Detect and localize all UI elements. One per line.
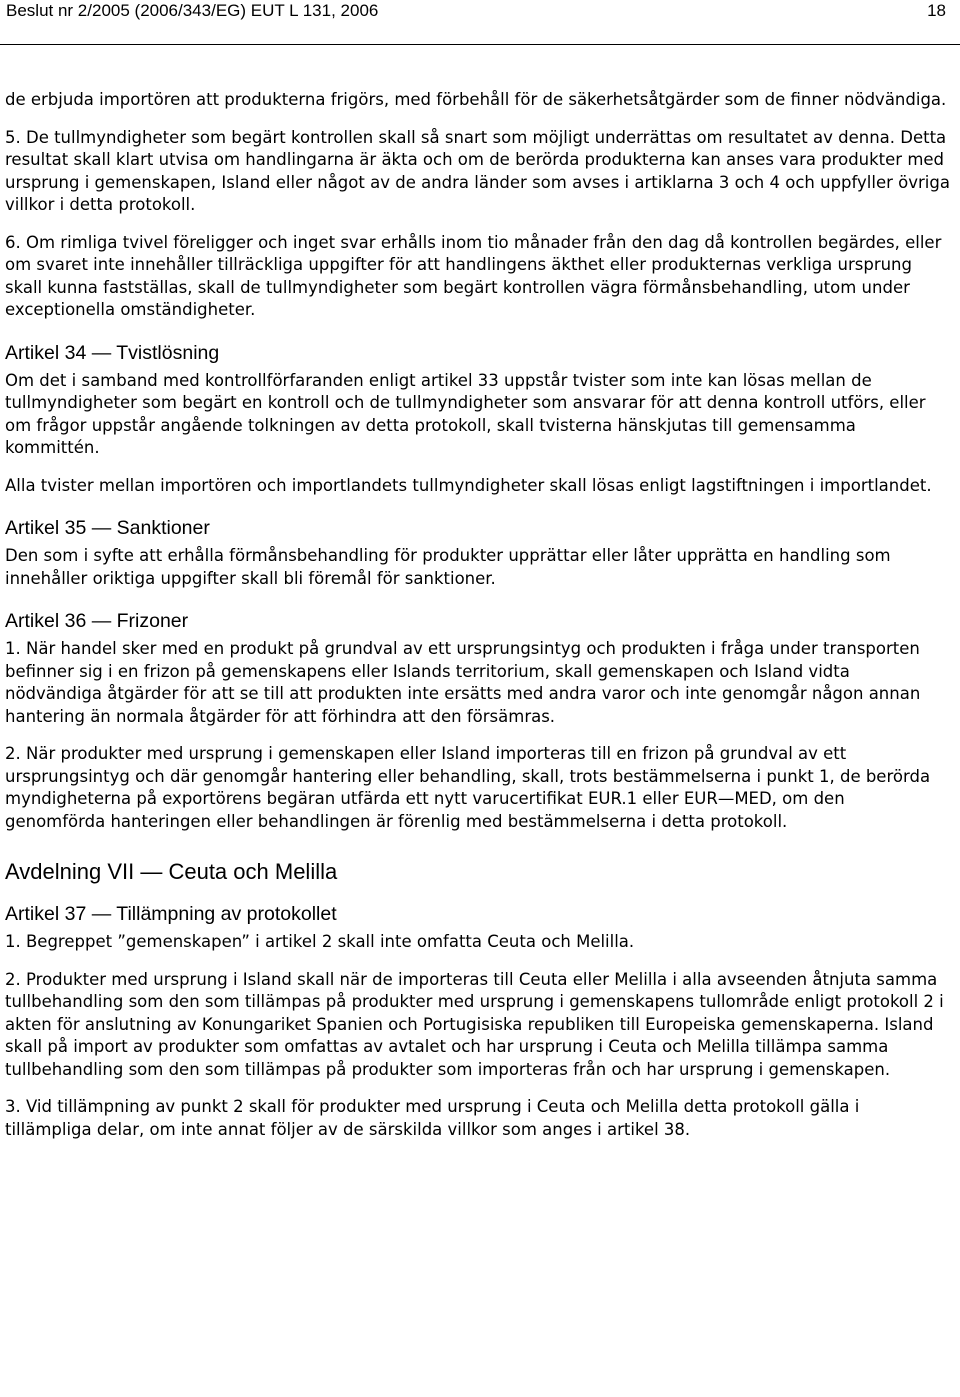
page-header	[6, 0, 954, 30]
paragraph-point-6: 6. Om rimliga tvivel föreligger och inget svar erhålls inom tio månader från den dag då kontrollen begärdes, eller om svaret inte innehåller tillräckliga uppgifter för att handlingens äkthet eller produkternas verkliga ursprung skall kunna fastställas, skall de tullmyndigheter som begärt kontrollen vägra förmånsbehandling, utom under exceptionella omständigheter.	[5, 232, 942, 319]
paragraph-art34-1: Om det i samband med kontrollförfaranden enligt artikel 33 uppstår tvister som inte kan lösas mellan de tullmyndigheter som begärt en kontroll och de tullmyndigheter som ansvarar för att denna kontroll utförs, eller om frågor uppstår angående tolkningen av detta protokoll, skall tvisterna hänskjutas till gemensamma kommittén.	[5, 370, 926, 457]
heading-division-7: Avdelning VII — Ceuta och Melilla	[5, 859, 338, 884]
document-body	[5, 89, 950, 1141]
paragraph-art37-2: 2. Produkter med ursprung i Island skall när de importeras till Ceuta eller Melilla i alla avseenden åtnjuta samma tullbehandling som den som tillämpas på produkter med ursprung i gemenskapens tullområde enligt protokoll 2 i akten för anslutning av Konungariket Spanien och Portugisiska republiken till Europeiska gemenskaperna. Island skall på import av produkter som omfattas av avtalet och har ursprung i Ceuta och Melilla tillämpa samma tullbehandling som den som tillämpas på produkter som importeras från och har ursprung i gemenskapen.	[5, 969, 944, 1079]
paragraph-art37-1: 1. Begreppet ”gemenskapen” i artikel 2 skall inte omfatta Ceuta och Melilla.	[5, 932, 635, 951]
paragraph-art36-1: 1. När handel sker med en produkt på grundval av ett ursprungsintyg och produkten i fråga under transporten befinner sig i en frizon på gemenskapens eller Islands territorium, skall gemenskapen och Island vidta nödvändiga åtgärder för att se till att produkten inte ersätts med andra varor och inte genomgår någon annan hantering än normala åtgärder för att förhindra att den försämras.	[5, 639, 921, 726]
heading-article-36: Artikel 36 — Frizoner	[5, 610, 189, 632]
page-number: 18	[927, 1, 946, 20]
heading-article-34: Artikel 34 — Tvistlösning	[5, 341, 220, 364]
paragraph-continuation: de erbjuda importören att produkterna frigörs, med förbehåll för de säkerhetsåtgärder som de finner nödvändiga.	[5, 90, 947, 109]
heading-article-35: Artikel 35 — Sanktioner	[5, 517, 210, 539]
paragraph-point-5: 5. De tullmyndigheter som begärt kontrollen skall så snart som möjligt underrättas om resultatet av denna. Detta resultat skall klart utvisa om handlingarna är äkta och om de berörda produkterna kan anses vara produkter med ursprung i gemenskapen, Island eller något av de andra länder som avses i artiklarna 3 och 4 och uppfyller övriga villkor i detta protokoll.	[5, 127, 950, 214]
document-title: Beslut nr 2/2005 (2006/343/EG) EUT L 131, 2006	[6, 1, 379, 20]
heading-article-37: Artikel 37 — Tillämpning av protokollet	[5, 903, 337, 925]
paragraph-art35: Den som i syfte att erhålla förmånsbehandling för produkter upprättar eller låter upprätta en handling som innehåller oriktiga uppgifter skall bli föremål för sanktioner.	[5, 546, 891, 588]
header-divider	[0, 44, 960, 45]
paragraph-art36-2: 2. När produkter med ursprung i gemenskapen eller Island importeras till en frizon på grundval av ett ursprungsintyg och där genomgår hantering eller behandling, skall, trots bestämmelserna i punkt 1, de berörda myndigheterna på exportörens begäran utfärda ett nytt varucertifikat EUR.1 eller EUR—MED, om den genomförda hanteringen eller behandlingen är förenlig med bestämmelserna i detta protokoll.	[5, 744, 931, 831]
paragraph-art37-3: 3. Vid tillämpning av punkt 2 skall för produkter med ursprung i Ceuta och Melilla detta protokoll gälla i tillämpliga delar, om inte annat följer av de särskilda villkor som anges i artikel 38.	[5, 1097, 860, 1139]
paragraph-art34-2: Alla tvister mellan importören och importlandets tullmyndigheter skall lösas enligt lagstiftningen i importlandet.	[5, 475, 932, 495]
